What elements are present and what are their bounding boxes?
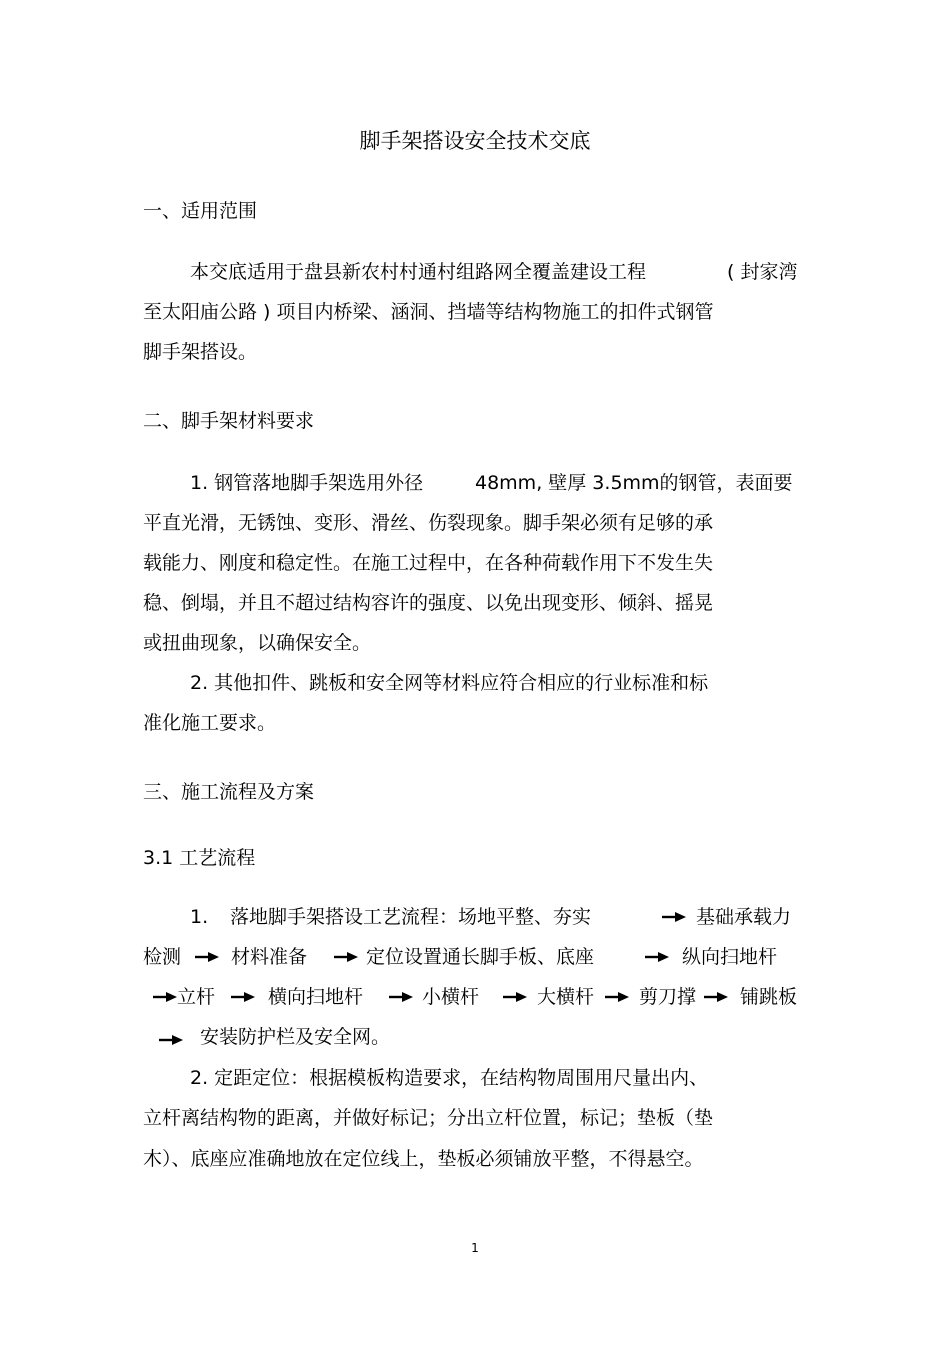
paragraph-line: 载能力、刚度和稳定性。在施工过程中，在各种荷载作用下不发生失: [143, 552, 714, 574]
paragraph-line: 准化施工要求。: [143, 712, 277, 734]
flow-text: 材料准备: [231, 946, 308, 968]
paragraph-line: 或扭曲现象，以确保安全。: [143, 632, 372, 654]
flow-text: 纵向扫地杆: [682, 946, 778, 968]
paragraph-line: 本交底适用于盘县新农村村通村组路网全覆盖建设工程: [190, 261, 647, 283]
flow-text: 横向扫地杆: [268, 986, 364, 1008]
right-arrow-icon: [703, 991, 729, 1003]
right-arrow-icon: [644, 951, 670, 963]
right-arrow-icon: [230, 991, 256, 1003]
right-arrow-icon: [152, 991, 178, 1003]
paragraph-line: 至太阳庙公路 ) 项目内桥梁、涵洞、挡墙等结构物施工的扣件式钢管: [143, 301, 714, 323]
paragraph-line: ( 封家湾: [727, 261, 798, 283]
document-title: 脚手架搭设安全技术交底: [359, 129, 591, 153]
right-arrow-icon: [158, 1034, 184, 1046]
flow-text: 安装防护栏及安全网。: [200, 1026, 391, 1048]
paragraph-line: 脚手架搭设。: [143, 341, 258, 363]
flow-text: 大横杆: [537, 986, 595, 1008]
flow-text: 定位设置通长脚手板、底座: [366, 946, 595, 968]
right-arrow-icon: [502, 991, 528, 1003]
paragraph-line: 平直光滑，无锈蚀、变形、滑丝、伤裂现象。脚手架必须有足够的承: [143, 512, 714, 534]
paragraph-line: 立杆离结构物的距离，并做好标记；分出立杆位置，标记；垫板（垫: [143, 1107, 714, 1129]
paragraph-line: 稳、倒塌，并且不超过结构容许的强度、以免出现变形、倾斜、摇晃: [143, 592, 714, 614]
flow-text: 基础承载力: [696, 906, 792, 928]
page-number: 1: [471, 1241, 479, 1255]
paragraph-line: 1. 钢管落地脚手架选用外径: [190, 472, 424, 494]
flow-text: 1.: [190, 906, 209, 928]
right-arrow-icon: [661, 911, 687, 923]
right-arrow-icon: [194, 951, 220, 963]
flow-text: 落地脚手架搭设工艺流程：场地平整、夯实: [230, 906, 592, 928]
section-heading-process: 三、施工流程及方案: [143, 781, 315, 803]
paragraph-line: 48mm, 壁厚 3.5mm的钢管，表面要: [475, 472, 793, 494]
subsection-heading: 3.1 工艺流程: [143, 847, 256, 869]
flow-text: 铺跳板: [740, 986, 798, 1008]
flow-text: 小横杆: [422, 986, 480, 1008]
paragraph-line: 2. 其他扣件、跳板和安全网等材料应符合相应的行业标准和标: [190, 672, 709, 694]
paragraph-line: 木）、底座应准确地放在定位线上，垫板必须铺放平整，不得悬空。: [143, 1148, 704, 1170]
flow-text: 立杆: [177, 986, 216, 1008]
right-arrow-icon: [333, 951, 359, 963]
paragraph-line: 2. 定距定位：根据模板构造要求，在结构物周围用尺量出内、: [190, 1067, 709, 1089]
flow-text: 剪刀撑: [639, 986, 697, 1008]
right-arrow-icon: [388, 991, 414, 1003]
flow-text: 检测: [143, 946, 182, 968]
section-heading-scope: 一、适用范围: [143, 200, 258, 222]
section-heading-materials: 二、脚手架材料要求: [143, 410, 315, 432]
right-arrow-icon: [604, 991, 630, 1003]
